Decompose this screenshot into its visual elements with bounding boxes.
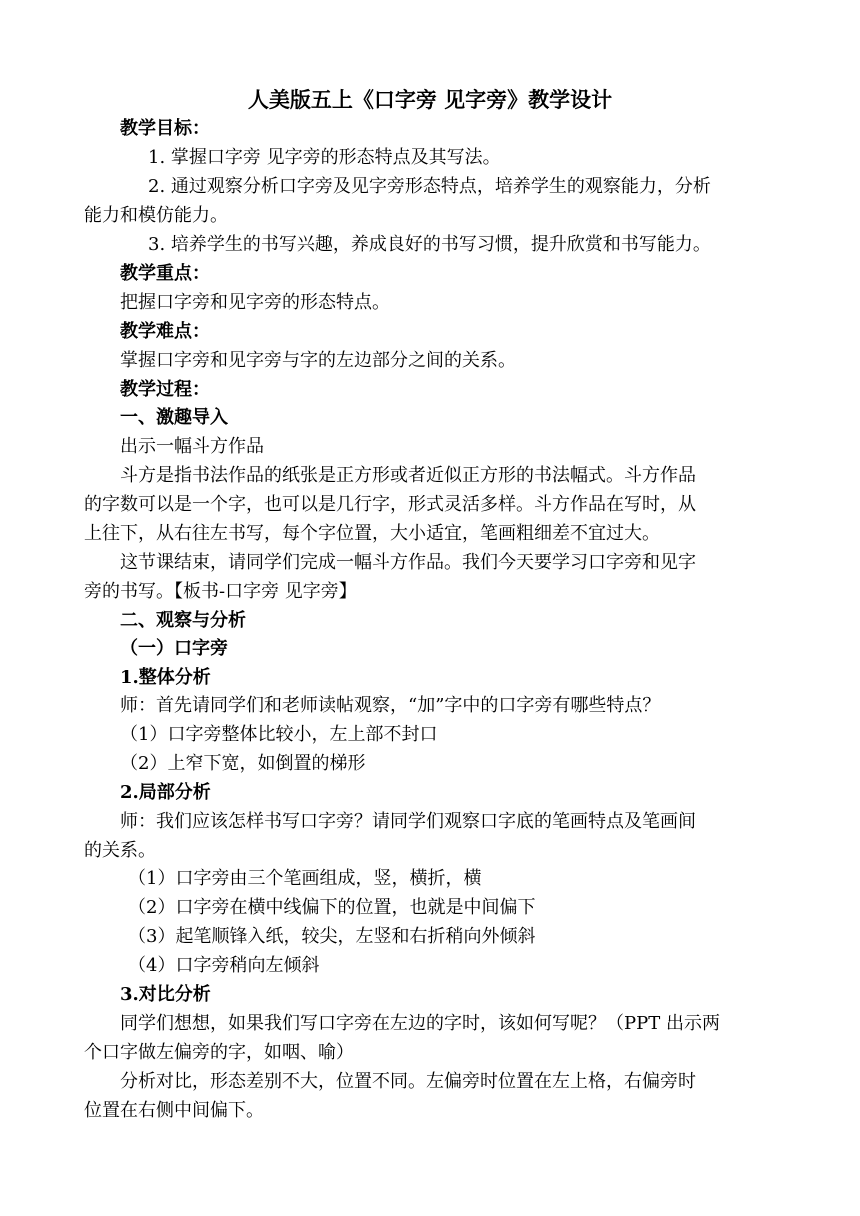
section-1-para-1-line-2: 的字数可以是一个字，也可以是几行字，形式灵活多样。斗方作品在写时，从: [84, 494, 696, 515]
document-title: 人美版五上《口字旁 见字旁》教学设计: [247, 87, 613, 112]
difficulty-text: 掌握口字旁和见字旁与字的左边部分之间的关系。: [120, 350, 516, 371]
part-1-question: 师：首先请同学们和老师读帖观察，“加”字中的口字旁有哪些特点？: [120, 695, 661, 716]
section-1-para-2-line-1: 这节课结束，请同学们完成一幅斗方作品。我们今天要学习口字旁和见字: [120, 552, 696, 573]
part-3-heading: 3.对比分析: [120, 984, 211, 1005]
section-1-heading: 一、激趣导入: [120, 407, 228, 428]
part-1-answer-2: （2）上窄下宽，如倒置的梯形: [120, 753, 366, 774]
goal-2-line-2: 能力和模仿能力。: [84, 205, 228, 226]
part-2-question-line-1: 师：我们应该怎样书写口字旁？请同学们观察口字底的笔画特点及笔画间: [120, 811, 696, 832]
subsection-1-heading: （一）口字旁: [120, 638, 228, 659]
part-1-answer-1: （1）口字旁整体比较小，左上部不封口: [120, 724, 438, 745]
section-1-para-1-line-1: 斗方是指书法作品的纸张是正方形或者近似正方形的书法幅式。斗方作品: [120, 465, 696, 486]
part-2-answer-1: （1）口字旁由三个笔画组成，竖，横折，横: [128, 868, 482, 889]
part-2-heading: 2.局部分析: [120, 782, 211, 803]
section-1-line: 出示一幅斗方作品: [120, 436, 264, 457]
part-1-heading: 1.整体分析: [120, 667, 211, 688]
part-2-answer-4: （4）口字旁稍向左倾斜: [128, 955, 320, 976]
goal-3: 3. 培养学生的书写兴趣，养成良好的书写习惯，提升欣赏和书写能力。: [148, 234, 711, 255]
process-heading: 教学过程：: [120, 379, 210, 400]
section-2-heading: 二、观察与分析: [120, 610, 246, 631]
part-3-para-1-line-2: 个口字做左偏旁的字，如咽、喻）: [84, 1042, 354, 1063]
part-2-answer-2: （2）口字旁在横中线偏下的位置，也就是中间偏下: [128, 897, 536, 918]
section-1-para-2-line-2: 旁的书写。【板书-口字旁 见字旁】: [84, 581, 357, 602]
goals-heading: 教学目标：: [120, 118, 210, 139]
part-2-answer-3: （3）起笔顺锋入纸，较尖，左竖和右折稍向外倾斜: [128, 926, 536, 947]
goal-1: 1. 掌握口字旁 见字旁的形态特点及其写法。: [148, 147, 501, 168]
part-2-question-line-2: 的关系。: [84, 840, 156, 861]
key-points-heading: 教学重点：: [120, 263, 210, 284]
part-3-para-1-line-1: 同学们想想，如果我们写口字旁在左边的字时，该如何写呢？（PPT 出示两: [120, 1013, 720, 1034]
goal-2-line-1: 2. 通过观察分析口字旁及见字旁形态特点，培养学生的观察能力，分析: [148, 176, 711, 197]
part-3-para-2-line-1: 分析对比，形态差别不大，位置不同。左偏旁时位置在左上格，右偏旁时: [120, 1071, 696, 1092]
section-1-para-1-line-3: 上往下，从右往左书写，每个字位置，大小适宜，笔画粗细差不宜过大。: [84, 523, 660, 544]
key-points-text: 把握口字旁和见字旁的形态特点。: [120, 292, 390, 313]
difficulty-heading: 教学难点：: [120, 321, 210, 342]
part-3-para-2-line-2: 位置在右侧中间偏下。: [84, 1100, 264, 1121]
